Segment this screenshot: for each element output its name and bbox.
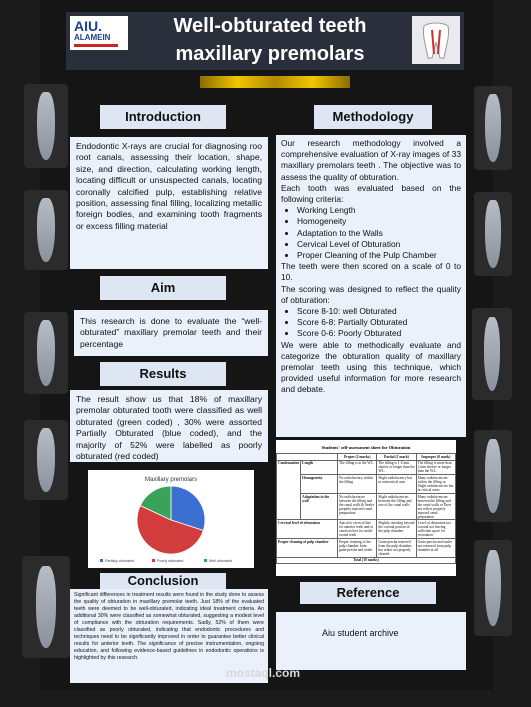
- table-header: Improper (0 mark): [416, 454, 455, 461]
- xray-image: [474, 540, 512, 636]
- pie-chart: [88, 470, 254, 568]
- sheet-title: Students' self-assessment sheet for Obturation: [321, 445, 411, 450]
- results-title: Results: [100, 362, 226, 386]
- logo-text-bottom: ALAMEIN: [74, 33, 111, 42]
- methodology-paragraph-1: Our research methodology involved a comprehensive evaluation of X-ray images of 33 maxillary premolars teeth . The objective was to assess the quality of obturation.: [281, 138, 461, 182]
- group-label: Condensation: [277, 460, 301, 520]
- table-cell: Proper cleaning of pulp chamber: [277, 538, 338, 557]
- aim-text: This research is done to evaluate the “well- obturated” maxillary premolar teeth and their percentage: [74, 310, 268, 356]
- logo-bar: [74, 44, 118, 47]
- methodology-paragraph-2: Each tooth was evaluated based on the following criteria:: [281, 182, 461, 205]
- list-item: • Homogeneity: [297, 216, 461, 227]
- xray-image: [24, 190, 68, 270]
- chart-title: Maxillary premolars: [144, 477, 198, 483]
- list-item: • Working Length: [297, 205, 461, 216]
- table-row: [277, 493, 456, 520]
- title-line-1: Well-obturated teeth: [173, 15, 367, 37]
- table-header: [277, 454, 338, 461]
- logo-text-top: AIU.: [74, 18, 102, 34]
- pie-chart-container: [88, 470, 254, 568]
- methodology-paragraph-4: The scoring was designed to reflect the quality of obturation:: [281, 283, 461, 305]
- table-header-row: [277, 454, 456, 461]
- table-row: [277, 460, 456, 475]
- reference-text: Aiu student archive: [322, 628, 399, 638]
- legend-swatch: [100, 559, 103, 562]
- table-cell: Slight radiolucencies between the filling and one of the canal walls: [377, 493, 416, 520]
- list-item: • Cervical Level of Obturation: [297, 239, 461, 250]
- xray-image: [24, 312, 68, 394]
- conclusion-text: Significant differences in treatment results were found in the study done to assess the quality of obturation in maxillary premolar teeth. Just 18% of the evaluated teeth were deemed to be well-obturated, indicating ideal treatment criteria. An additional 30% were classified as somewhat obturated, suggesting a modest level of compliance with the obturation requirements. Sadly, 52% of them were classified as poorly obturated, indicating that endodontic procedures and techniques need to be significantly improved in order to guarantee better clinical results for anterior teeth. The significance of precise instrumentation, ongoing education, and following evidence-based guidelines in endodontic operations is highlighted by this research.: [70, 589, 268, 683]
- table-row: [277, 557, 456, 564]
- list-item: • Score 8-10: well Obturated: [297, 306, 461, 317]
- legend-swatch: [204, 559, 207, 562]
- methodology-paragraph-3: The teeth were then scored on a scale of 0 to 10.: [281, 261, 461, 283]
- poster-title: [130, 12, 410, 68]
- table-cell: Many radiolucencies within the filling or Slight radiolucencies but in critical areas: [416, 475, 455, 494]
- table-header: Proper (2 marks): [338, 454, 377, 461]
- results-text: The result show us that 18% of maxillary premolar obturated tooth were classified as well obturated (green coded) , 30% were assorted Partially Obturated (blue coded), and the majority of 52% were labelled as poorly obturated (red coded): [70, 390, 268, 462]
- introduction-title: Introduction: [100, 105, 226, 129]
- table-cell: Proper cleaning of the pulp chamber from gutta-percha and sealer: [338, 538, 377, 557]
- list-item: • Adaptation to the Walls: [297, 228, 461, 239]
- reference-box: [276, 612, 466, 670]
- criteria-list: [281, 205, 461, 261]
- table-cell: The filling is at the W.L.: [338, 460, 377, 475]
- table-cell: Length: [301, 460, 338, 475]
- table-cell: Cervical level of obturation: [277, 520, 338, 539]
- legend-label: Well obturated: [209, 559, 233, 563]
- list-item: • Score 6-8: Partially Obturated: [297, 317, 461, 328]
- table-cell: Homogeneity: [301, 475, 338, 494]
- assessment-table: [276, 453, 456, 564]
- methodology-box: [276, 135, 466, 437]
- table-cell: Level of obturation too coronal not leaving sufficient space for restoration: [416, 520, 455, 539]
- table-cell: The filling is 1-2 mm shorter or longer than the W.L.: [378, 461, 415, 474]
- table-header: Partial (1 mark): [377, 454, 416, 461]
- author-names-highlight: [200, 76, 350, 88]
- conclusion-title: Conclusion: [100, 573, 226, 589]
- table-cell: Slight radiolucency but in nonvertical area: [377, 475, 416, 494]
- table-cell: Gutta-percha removed from the pulp chamber, but sealer not properly cleaned: [377, 538, 416, 557]
- list-item: • Score 0-6: Poorly Obturated: [297, 328, 461, 339]
- table-cell: Many radiolucencies between the filling and the canal walls or Does not reflect properly injected canal preparation: [416, 493, 455, 520]
- title-line-2: maxillary premolars: [175, 43, 365, 65]
- table-row: [277, 520, 456, 539]
- scores-list: [281, 306, 461, 340]
- table-cell: Slightly reaching beyond the coronal portion of the pulp chamber: [377, 520, 416, 539]
- introduction-text: Endodontic X-rays are crucial for diagnosing roo root canals, assessing their location, shape, size, and direction, calculating working length, locating difficult or unsuspected canals, locating coronally calcified pulp, establishing relative position, assessing final filling, localizing metallic foreign bodies, and examining tooth fragments or excess filling material: [70, 137, 268, 269]
- tooth-illustration-icon: [412, 16, 460, 64]
- aim-title: Aim: [100, 276, 226, 300]
- xray-image: [22, 556, 70, 658]
- legend-label: Partially obturated: [105, 559, 134, 563]
- xray-image: [24, 84, 68, 168]
- watermark-text: mostaql.com: [226, 666, 301, 680]
- reference-title: Reference: [300, 582, 436, 604]
- university-logo: [70, 16, 128, 50]
- table-total: Total (10 marks): [277, 557, 456, 564]
- xray-image: [24, 420, 68, 500]
- assessment-sheet: [276, 440, 456, 576]
- table-cell: No radiolucencies between the filling and the canal walls & Sealer properly injected canal preparation: [338, 493, 377, 520]
- table-row: [277, 475, 456, 494]
- table-cell: Gutta-percha and sealer not removed from pulp chamber at all: [416, 538, 455, 557]
- legend-swatch: [152, 559, 155, 562]
- table-cell: No radiolucency within the filling: [338, 475, 377, 494]
- xray-image: [474, 430, 512, 522]
- xray-image: [474, 86, 512, 170]
- table-cell: The filling is more than 2 mm shorter or longer than the W.L.: [416, 460, 455, 475]
- table-cell: Apical to cervical line for anterior teeth and at canal orifices for multi-rooted teeth: [338, 520, 377, 539]
- table-row: [277, 538, 456, 557]
- methodology-paragraph-5: We were able to methodically evaluate and categorize the obturation quality of maxillary premolar teeth using this technique, which provided useful information for more research and debate.: [281, 339, 461, 395]
- table-cell: Adaptation to the wall: [301, 493, 338, 520]
- legend-label: Poorly obturated: [157, 559, 184, 563]
- xray-image: [472, 308, 512, 400]
- xray-image: [474, 192, 512, 276]
- list-item: • Proper Cleaning of the Pulp Chamber: [297, 250, 461, 261]
- methodology-title: Methodology: [314, 105, 432, 129]
